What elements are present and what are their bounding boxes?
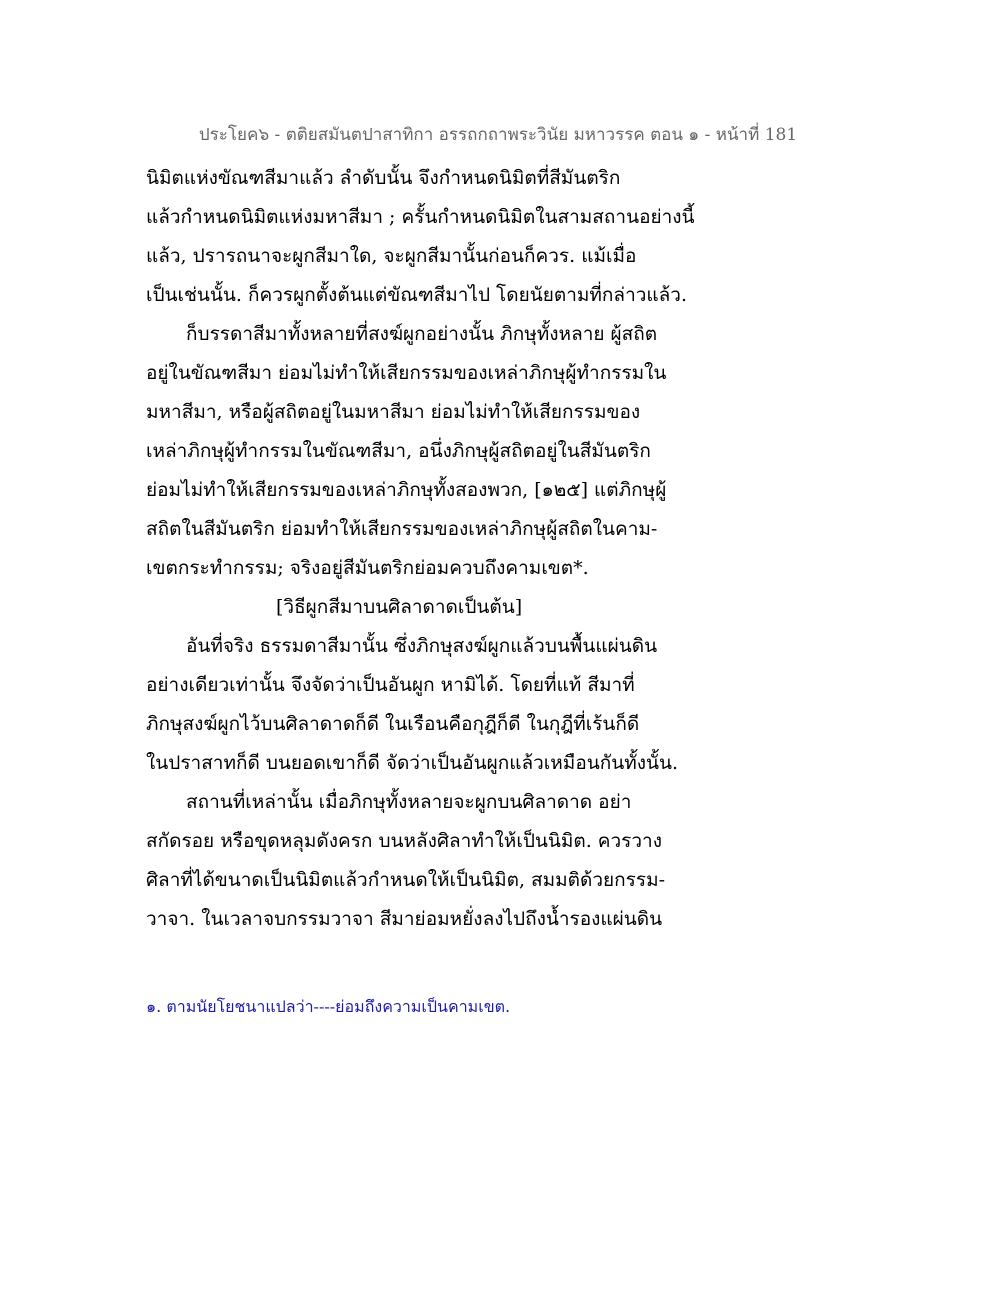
- text-line: อย่างเดียวเท่านั้น จึงจัดว่าเป็นอันผูก หามิได้. โดยที่แท้ สีมาที่: [146, 674, 635, 696]
- text-line: ศิลาที่ได้ขนาดเป็นนิมิตแล้วกำหนดให้เป็นนิมิต, สมมติด้วยกรรม-: [146, 869, 666, 891]
- text-line: วาจา. ในเวลาจบกรรมวาจา สีมาย่อมหยั่งลงไปถึงน้ำรองแผ่นดิน: [146, 908, 663, 930]
- paragraph-start-line: ก็บรรดาสีมาทั้งหลายที่สงฆ์ผูกอย่างนั้น ภิกษุทั้งหลาย ผู้สถิต: [186, 323, 658, 345]
- text-line: แล้วกำหนดนิมิตแห่งมหาสีมา ; ครั้นกำหนดนิมิตในสามสถานอย่างนี้: [146, 206, 695, 228]
- text-line: มหาสีมา, หรือผู้สถิตอยู่ในมหาสีมา ย่อมไม่ทำให้เสียกรรมของ: [146, 401, 641, 423]
- body-text: [146, 159, 706, 939]
- text-line: เขตกระทำกรรม; จริงอยู่สีมันตริกย่อมควบถึงคามเขต*.: [146, 557, 589, 579]
- text-line: แล้ว, ปรารถนาจะผูกสีมาใด, จะผูกสีมานั้นก่อนก็ควร. แม้เมื่อ: [146, 245, 637, 267]
- paragraph-start-line: อันที่จริง ธรรมดาสีมานั้น ซึ่งภิกษุสงฆ์ผูกแล้วบนพื้นแผ่นดิน: [186, 635, 658, 657]
- paragraph-start-line: สถานที่เหล่านั้น เมื่อภิกษุทั้งหลายจะผูกบนศิลาดาด อย่า: [186, 791, 632, 813]
- text-line: อยู่ในขัณฑสีมา ย่อมไม่ทำให้เสียกรรมของเหล่าภิกษุผู้ทำกรรมใน: [146, 362, 667, 384]
- text-line: ในปราสาทก็ดี บนยอดเขาก็ดี จัดว่าเป็นอันผูกแล้วเหมือนกันทั้งนั้น.: [146, 752, 679, 774]
- text-line: นิมิตแห่งขัณฑสีมาแล้ว ลำดับนั้น จึงกำหนดนิมิตที่สีมันตริก: [146, 167, 621, 189]
- text-line: เหล่าภิกษุผู้ทำกรรมในขัณฑสีมา, อนึ่งภิกษุผู้สถิตอยู่ในสีมันตริก: [146, 440, 651, 462]
- text-line: สกัดรอย หรือขุดหลุมดังครก บนหลังศิลาทำให้เป็นนิมิต. ควรวาง: [146, 830, 662, 852]
- text-line: เป็นเช่นนั้น. ก็ควรผูกตั้งต้นแต่ขัณฑสีมาไป โดยนัยตามที่กล่าวแล้ว.: [146, 284, 687, 306]
- text-line: ภิกษุสงฆ์ผูกไว้บนศิลาดาดก็ดี ในเรือนคือกุฎีก็ดี ในกุฎีที่เร้นก็ดี: [146, 713, 640, 735]
- text-line: ย่อมไม่ทำให้เสียกรรมของเหล่าภิกษุทั้งสองพวก, [๑๒๕] แต่ภิกษุผู้: [146, 479, 667, 501]
- footnote: ๑. ตามนัยโยชนาแปลว่า----ย่อมถึงความเป็นคามเขต.: [146, 997, 511, 1016]
- section-heading: [วิธีผูกสีมาบนศิลาดาดเป็นต้น]: [276, 596, 523, 618]
- text-line: สถิตในสีมันตริก ย่อมทำให้เสียกรรมของเหล่าภิกษุผู้สถิตในคาม-: [146, 518, 658, 540]
- page-header: ประโยค๖ - ตติยสมันตปาสาทิกา อรรถกถาพระวินัย มหาวรรค ตอน ๑ - หน้าที่ 181: [198, 125, 798, 145]
